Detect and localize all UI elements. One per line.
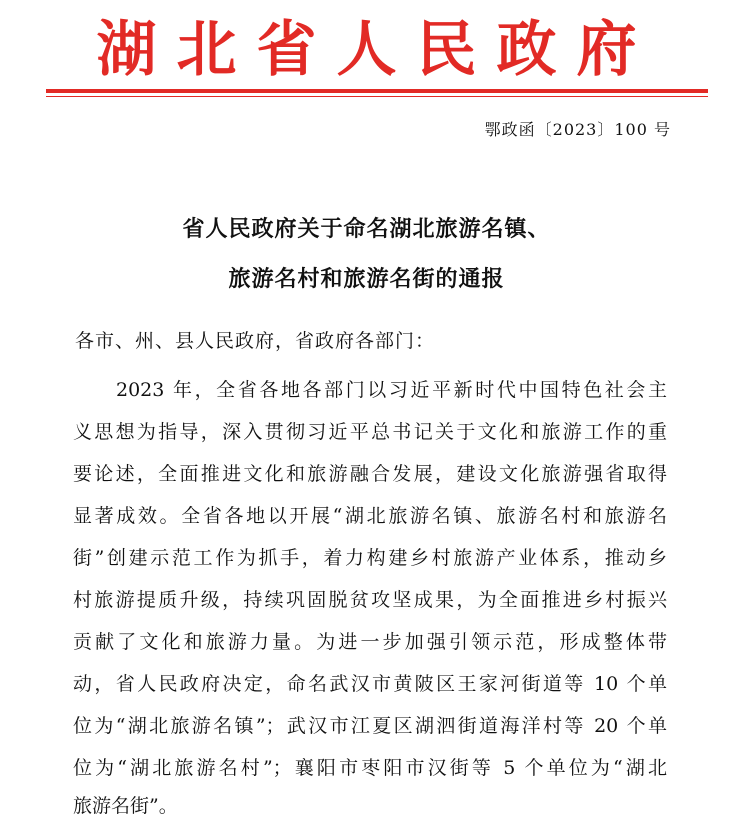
body-line-last: 旅游名街”。: [73, 795, 178, 817]
document-title-line-1: 省人民政府关于命名湖北旅游名镇、: [182, 217, 551, 242]
body-line: 显著成效。全省各地以开展“湖北旅游名镇、旅游名村和旅游名: [73, 505, 667, 527]
body-line: 位为“湖北旅游名村”；襄阳市枣阳市汉街等 5 个单位为“湖北: [73, 757, 667, 779]
body-line: 村旅游提质升级，持续巩固脱贫攻坚成果，为全面推进乡村振兴: [73, 589, 667, 611]
document-title-line-2: 旅游名村和旅游名街的通报: [228, 267, 505, 292]
body-line: 街”创建示范工作为抓手，着力构建乡村旅游产业体系，推动乡: [73, 547, 667, 569]
body-line: 贡献了文化和旅游力量。为进一步加强引领示范，形成整体带: [73, 631, 667, 653]
red-divider-thin: [46, 96, 708, 97]
issuer-masthead: [0, 10, 733, 85]
body-line: 位为“湖北旅游名镇”；武汉市江夏区湖泗街道海洋村等 20 个单: [73, 715, 667, 737]
body-line: 要论述，全面推进文化和旅游融合发展，建设文化旅游强省取得: [73, 463, 667, 485]
body-line: 动，省人民政府决定，命名武汉市黄陂区王家河街道等 10 个单: [73, 673, 667, 695]
issuer-name: 湖北省人民政府: [96, 15, 657, 85]
salutation: 各市、州、县人民政府，省政府各部门：: [75, 330, 436, 352]
red-divider-thick: [46, 89, 708, 93]
body-line: 义思想为指导，深入贯彻习近平总书记关于文化和旅游工作的重: [73, 421, 667, 443]
body-line: 2023 年，全省各地各部门以习近平新时代中国特色社会主: [116, 379, 667, 401]
document-number: 鄂政函〔2023〕100 号: [484, 120, 671, 139]
